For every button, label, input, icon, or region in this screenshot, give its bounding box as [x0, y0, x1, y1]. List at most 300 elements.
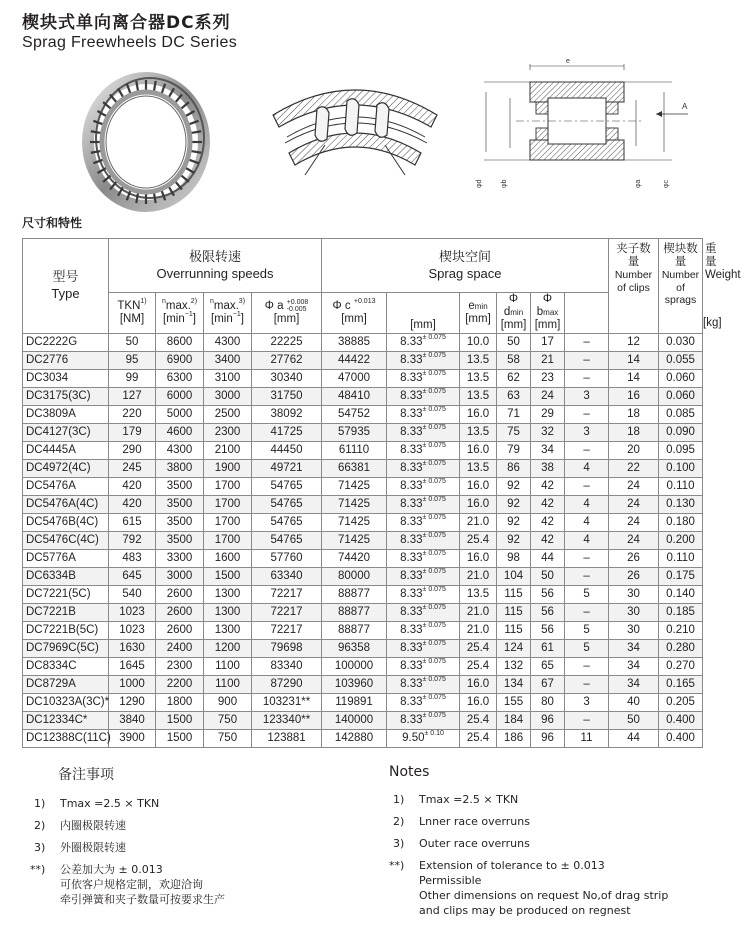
- cell-s: [387, 387, 460, 405]
- cell-d: 50: [497, 333, 531, 351]
- cell-c: 71425: [322, 513, 387, 531]
- cell-n2: 1500: [156, 729, 204, 747]
- sprag-space-value: 8.33: [400, 624, 423, 637]
- nmax2-pre: n: [161, 297, 166, 305]
- cell-c: 74420: [322, 549, 387, 567]
- table-row: [23, 531, 703, 549]
- notes-en: [389, 764, 709, 925]
- sprag-space-tolerance: ± 0.075: [422, 712, 446, 720]
- cell-tkn: 1000: [109, 675, 156, 693]
- phi-a-tol: [287, 299, 309, 313]
- cell-n2: 3500: [156, 495, 204, 513]
- note-text-block: [60, 862, 360, 907]
- nmax3-unit: [min: [211, 312, 233, 325]
- label-a: φa: [635, 179, 642, 188]
- sprag-space-tolerance: ± 0.075: [422, 424, 446, 432]
- header-clips-en: Number of clips: [614, 269, 653, 294]
- cell-n2: 3500: [156, 477, 204, 495]
- cell-n3: 1700: [204, 495, 252, 513]
- cell-e: 13.5: [460, 369, 497, 387]
- table-row: [23, 387, 703, 405]
- cell-n3: 1600: [204, 549, 252, 567]
- note-text: 外圈极限转速: [60, 841, 126, 854]
- cell-a: 83340: [252, 657, 322, 675]
- cell-n2: 3800: [156, 459, 204, 477]
- sprag-cross-section-drawing: [265, 75, 443, 185]
- header-sprags-en: Number of sprags: [661, 269, 700, 306]
- sprag-space-value: 8.33: [400, 570, 423, 583]
- cell-d: 92: [497, 495, 531, 513]
- sprag-space-value: 9.50: [402, 732, 425, 745]
- cell-clips: –: [565, 333, 609, 351]
- sprag-space-tolerance: ± 0.075: [422, 694, 446, 702]
- cell-d: 124: [497, 639, 531, 657]
- cell-n3: 3400: [204, 351, 252, 369]
- cell-s: [387, 603, 460, 621]
- header-d-min: [497, 293, 531, 334]
- table-row: [23, 711, 703, 729]
- table-row: [23, 585, 703, 603]
- cell-a: 54765: [252, 495, 322, 513]
- cell-a: 54765: [252, 513, 322, 531]
- cell-n3: 1200: [204, 639, 252, 657]
- cell-e: 21.0: [460, 603, 497, 621]
- cell-c: 88877: [322, 621, 387, 639]
- cell-n2: 1800: [156, 693, 204, 711]
- label-e: e: [566, 58, 570, 65]
- cell-b: 67: [531, 675, 565, 693]
- cell-clips: –: [565, 441, 609, 459]
- sprag-space-value: 8.33: [400, 372, 423, 385]
- note-text: Lnner race overruns: [419, 815, 530, 828]
- cell-d: 134: [497, 675, 531, 693]
- cell-b: 21: [531, 351, 565, 369]
- cell-type: DC8729A: [23, 675, 109, 693]
- cell-n3: 750: [204, 711, 252, 729]
- table-row: [23, 351, 703, 369]
- cell-sprags: 14: [609, 369, 659, 387]
- sprag-space-value: 8.33: [400, 714, 423, 727]
- cell-sprags: 22: [609, 459, 659, 477]
- cell-e: 25.4: [460, 711, 497, 729]
- cell-c: 47000: [322, 369, 387, 387]
- table-row: [23, 477, 703, 495]
- sprag-space-tolerance: ± 0.075: [422, 622, 446, 630]
- phi-c-tol: +0.013: [353, 297, 376, 305]
- cell-sprags: 24: [609, 495, 659, 513]
- cell-sprags: 26: [609, 549, 659, 567]
- cell-clips: –: [565, 477, 609, 495]
- note-extra: Other dimensions on request No,of drag strip: [419, 889, 669, 902]
- header-phi-c: [322, 293, 387, 334]
- cell-c: 71425: [322, 531, 387, 549]
- sprag-space-tolerance: ± 0.075: [422, 532, 446, 540]
- cell-a: 38092: [252, 405, 322, 423]
- cell-kg: 0.175: [659, 567, 703, 585]
- cell-n2: 3000: [156, 567, 204, 585]
- note-extra: 牵引弹簧和夹子数量可按要求生产: [60, 893, 225, 906]
- cell-s: [387, 333, 460, 351]
- header-nmax3: [204, 293, 252, 334]
- cell-c: 38885: [322, 333, 387, 351]
- b-max-unit: [mm]: [534, 319, 561, 332]
- cell-type: DC2776: [23, 351, 109, 369]
- cell-sprags: 24: [609, 531, 659, 549]
- cell-a: 54765: [252, 531, 322, 549]
- cell-type: DC10323A(3C)*: [23, 693, 109, 711]
- cell-sprags: 50: [609, 711, 659, 729]
- header-speed-en: Overrunning speeds: [156, 265, 274, 281]
- header-clips-cn: 夹子数量: [616, 243, 651, 269]
- cell-tkn: 645: [109, 567, 156, 585]
- cell-b: 42: [531, 495, 565, 513]
- cell-e: 16.0: [460, 675, 497, 693]
- cell-clips: 5: [565, 639, 609, 657]
- cell-a: 41725: [252, 423, 322, 441]
- nmax2-unit: [min: [163, 312, 185, 325]
- cell-n2: 4300: [156, 441, 204, 459]
- cell-e: 16.0: [460, 441, 497, 459]
- cell-n2: 2600: [156, 585, 204, 603]
- cell-n3: 3100: [204, 369, 252, 387]
- table-row: [23, 603, 703, 621]
- cell-tkn: 420: [109, 477, 156, 495]
- cell-n3: 1100: [204, 657, 252, 675]
- sprag-space-tolerance: ± 0.075: [422, 406, 446, 414]
- cell-clips: –: [565, 603, 609, 621]
- cell-n2: 8600: [156, 333, 204, 351]
- table-row: [23, 369, 703, 387]
- sprag-freewheel-photo: [84, 70, 214, 208]
- cell-s: [387, 567, 460, 585]
- cell-e: 13.5: [460, 459, 497, 477]
- cell-c: 103960: [322, 675, 387, 693]
- cell-clips: –: [565, 675, 609, 693]
- label-d: φd: [476, 179, 483, 188]
- cell-clips: 3: [565, 423, 609, 441]
- cell-type: DC7969C(5C): [23, 639, 109, 657]
- sprag-space-value: 8.33: [400, 660, 423, 673]
- cell-tkn: 540: [109, 585, 156, 603]
- sprag-space-tolerance: ± 0.075: [422, 460, 446, 468]
- cell-d: 86: [497, 459, 531, 477]
- cell-b: 50: [531, 567, 565, 585]
- cell-c: 48410: [322, 387, 387, 405]
- cell-type: DC5476B(4C): [23, 513, 109, 531]
- sprag-space-tolerance: ± 0.075: [422, 604, 446, 612]
- cell-n3: 1300: [204, 603, 252, 621]
- cell-n3: 1300: [204, 585, 252, 603]
- header-clips: [609, 239, 659, 334]
- cell-sprags: 18: [609, 423, 659, 441]
- cell-kg: 0.280: [659, 639, 703, 657]
- cell-e: 16.0: [460, 549, 497, 567]
- sprag-space-value: 8.33: [400, 588, 423, 601]
- cell-tkn: 615: [109, 513, 156, 531]
- note-mark: **): [30, 863, 46, 876]
- cell-s: [387, 531, 460, 549]
- cell-b: 44: [531, 549, 565, 567]
- cell-d: 98: [497, 549, 531, 567]
- section-dimension-drawing: [476, 52, 700, 202]
- note-mark: 3): [393, 837, 405, 850]
- header-space-cn: 楔块空间: [439, 248, 492, 264]
- nmax3-pre: n: [209, 297, 214, 305]
- sprag-unit: [mm]: [410, 319, 436, 332]
- note-text: Outer race overruns: [419, 837, 530, 850]
- d-min-sub: min: [510, 308, 524, 318]
- cell-sprags: 34: [609, 639, 659, 657]
- cell-d: 63: [497, 387, 531, 405]
- e-min-sub: min: [474, 301, 488, 311]
- cell-b: 61: [531, 639, 565, 657]
- phi-a-tol-plus: +0.008: [286, 299, 309, 307]
- cell-n2: 3500: [156, 531, 204, 549]
- nmax3-sup: 3): [238, 297, 246, 305]
- cell-e: 25.4: [460, 657, 497, 675]
- sprag-space-tolerance: ± 0.075: [422, 388, 446, 396]
- sprag-space-value: 8.33: [400, 498, 423, 511]
- cell-d: 115: [497, 603, 531, 621]
- phi-a-unit: [mm]: [273, 313, 300, 326]
- table-row: [23, 729, 703, 747]
- note-text: 内圈极限转速: [60, 819, 126, 832]
- phi-a-tol-minus: -0.005: [286, 306, 307, 314]
- tkn-label: TKN: [117, 299, 141, 312]
- sprag-space-value: 8.33: [400, 552, 423, 565]
- cell-a: 49721: [252, 459, 322, 477]
- cell-sprags: 30: [609, 603, 659, 621]
- cell-n3: 2500: [204, 405, 252, 423]
- cell-a: 79698: [252, 639, 322, 657]
- cell-tkn: 99: [109, 369, 156, 387]
- sprag-space-value: 8.33: [400, 516, 423, 529]
- cell-c: 88877: [322, 603, 387, 621]
- table-row: [23, 423, 703, 441]
- cell-n3: 1300: [204, 621, 252, 639]
- cell-clips: –: [565, 549, 609, 567]
- sprag-space-value: 8.33: [400, 462, 423, 475]
- cell-type: DC7221(5C): [23, 585, 109, 603]
- cell-c: 61110: [322, 441, 387, 459]
- sprag-space-tolerance: ± 0.075: [422, 442, 446, 450]
- notes-cn: [30, 764, 360, 914]
- cell-c: 88877: [322, 585, 387, 603]
- cell-kg: 0.130: [659, 495, 703, 513]
- cell-c: 44422: [322, 351, 387, 369]
- cell-type: DC4972(4C): [23, 459, 109, 477]
- sprag-space-value: 8.33: [400, 534, 423, 547]
- cell-e: 25.4: [460, 639, 497, 657]
- cell-b: 56: [531, 621, 565, 639]
- header-nmax2: [156, 293, 204, 334]
- cell-e: 21.0: [460, 567, 497, 585]
- cell-n3: 3000: [204, 387, 252, 405]
- cell-clips: –: [565, 711, 609, 729]
- cell-a: 57760: [252, 549, 322, 567]
- cell-n3: 1700: [204, 477, 252, 495]
- cell-b: 34: [531, 441, 565, 459]
- cell-n2: 5000: [156, 405, 204, 423]
- cell-s: [387, 513, 460, 531]
- d-min-unit: [mm]: [500, 319, 527, 332]
- cell-b: 32: [531, 423, 565, 441]
- note-en-1: [389, 792, 709, 807]
- sprag-space-value: 8.33: [400, 606, 423, 619]
- cell-b: 42: [531, 477, 565, 495]
- cell-s: [387, 549, 460, 567]
- sprag-space-value: 8.33: [400, 408, 423, 421]
- sprag-space-tolerance: ± 0.10: [424, 730, 444, 738]
- cell-d: 79: [497, 441, 531, 459]
- cell-kg: 0.205: [659, 693, 703, 711]
- cell-e: 16.0: [460, 405, 497, 423]
- title-en: Sprag Freewheels DC Series: [22, 34, 237, 51]
- sprag-space-value: 8.33: [400, 354, 423, 367]
- cell-clips: 4: [565, 459, 609, 477]
- cell-c: 57935: [322, 423, 387, 441]
- note-cn-4: [30, 862, 360, 907]
- cell-d: 92: [497, 477, 531, 495]
- cell-n2: 2600: [156, 621, 204, 639]
- cell-b: 42: [531, 531, 565, 549]
- header-type: [23, 239, 109, 334]
- cell-e: 16.0: [460, 495, 497, 513]
- table-row: [23, 693, 703, 711]
- cell-kg: 0.090: [659, 423, 703, 441]
- label-c: φc: [663, 179, 670, 188]
- cell-clips: 4: [565, 531, 609, 549]
- cell-type: DC3175(3C): [23, 387, 109, 405]
- sprag-space-tolerance: ± 0.075: [422, 568, 446, 576]
- cell-d: 155: [497, 693, 531, 711]
- cell-kg: 0.180: [659, 513, 703, 531]
- cell-e: 13.5: [460, 351, 497, 369]
- header-tkn: [109, 293, 156, 334]
- note-text: Extension of tolerance to ± 0.013: [419, 859, 605, 872]
- table-row: [23, 657, 703, 675]
- table-row: [23, 675, 703, 693]
- cell-n3: 1700: [204, 531, 252, 549]
- note-cn-3: [30, 840, 360, 855]
- phi-c-unit: [mm]: [341, 312, 367, 325]
- cell-kg: 0.060: [659, 387, 703, 405]
- cell-e: 13.5: [460, 387, 497, 405]
- cell-e: 13.5: [460, 423, 497, 441]
- nmax3-unit-sup: −1: [232, 310, 241, 318]
- sprag-space-tolerance: ± 0.075: [422, 352, 446, 360]
- cell-n2: 6000: [156, 387, 204, 405]
- note-en-2: [389, 814, 709, 829]
- d-min-label: Φ d: [503, 293, 519, 319]
- cell-c: 54752: [322, 405, 387, 423]
- cell-clips: 3: [565, 387, 609, 405]
- cell-e: 25.4: [460, 729, 497, 747]
- cell-s: [387, 729, 460, 747]
- cell-type: DC3034: [23, 369, 109, 387]
- cell-clips: 4: [565, 495, 609, 513]
- note-en-4: [389, 858, 709, 918]
- phi-a-label: Φ a: [264, 300, 284, 313]
- sprag-space-value: 8.33: [400, 390, 423, 403]
- cell-c: 100000: [322, 657, 387, 675]
- sprag-space-value: 8.33: [400, 642, 423, 655]
- cell-b: 17: [531, 333, 565, 351]
- cell-n2: 6300: [156, 369, 204, 387]
- cell-c: 71425: [322, 477, 387, 495]
- cell-e: 16.0: [460, 693, 497, 711]
- note-cn-1: [30, 796, 360, 811]
- cell-kg: 0.140: [659, 585, 703, 603]
- cell-tkn: 1023: [109, 603, 156, 621]
- cell-sprags: 26: [609, 567, 659, 585]
- cell-s: [387, 477, 460, 495]
- sprag-space-value: 8.33: [400, 678, 423, 691]
- cell-clips: 3: [565, 693, 609, 711]
- cell-c: 119891: [322, 693, 387, 711]
- cell-tkn: 127: [109, 387, 156, 405]
- sprag-space-tolerance: ± 0.075: [422, 676, 446, 684]
- cell-type: DC8334C: [23, 657, 109, 675]
- cell-sprags: 30: [609, 585, 659, 603]
- cell-tkn: 245: [109, 459, 156, 477]
- cell-kg: 0.060: [659, 369, 703, 387]
- cell-d: 75: [497, 423, 531, 441]
- cell-tkn: 290: [109, 441, 156, 459]
- label-A: A: [682, 102, 688, 111]
- cell-type: DC5776A: [23, 549, 109, 567]
- cell-b: 80: [531, 693, 565, 711]
- cell-tkn: 1630: [109, 639, 156, 657]
- cell-tkn: 3840: [109, 711, 156, 729]
- sprag-space-value: 8.33: [400, 444, 423, 457]
- cell-n3: 4300: [204, 333, 252, 351]
- cell-n3: 1500: [204, 567, 252, 585]
- cell-sprags: 40: [609, 693, 659, 711]
- cell-tkn: 792: [109, 531, 156, 549]
- cell-sprags: 44: [609, 729, 659, 747]
- header-speed-cn: 极限转速: [189, 248, 242, 264]
- table-row: [23, 639, 703, 657]
- cell-d: 115: [497, 585, 531, 603]
- cell-b: 29: [531, 405, 565, 423]
- cell-clips: 5: [565, 621, 609, 639]
- cell-tkn: 3900: [109, 729, 156, 747]
- cell-s: [387, 459, 460, 477]
- cell-a: 30340: [252, 369, 322, 387]
- cell-d: 104: [497, 567, 531, 585]
- cell-tkn: 483: [109, 549, 156, 567]
- table-row: [23, 495, 703, 513]
- cell-s: [387, 675, 460, 693]
- nmax3-label: max.: [213, 299, 239, 312]
- header-e-min: [460, 293, 497, 334]
- cell-e: 21.0: [460, 621, 497, 639]
- cell-kg: 0.055: [659, 351, 703, 369]
- nmax2-unit-end: ]: [192, 312, 196, 325]
- tkn-unit: [NM]: [119, 312, 145, 325]
- header-sprag-mm: [387, 293, 460, 334]
- cell-clips: –: [565, 369, 609, 387]
- cell-a: 123340**: [252, 711, 322, 729]
- header-type-cn: 型号: [52, 268, 79, 284]
- cell-type: DC12388C(11C): [23, 729, 109, 747]
- cell-tkn: 220: [109, 405, 156, 423]
- header-b-max: [531, 293, 565, 334]
- cell-b: 65: [531, 657, 565, 675]
- cell-kg: 0.400: [659, 729, 703, 747]
- cell-s: [387, 657, 460, 675]
